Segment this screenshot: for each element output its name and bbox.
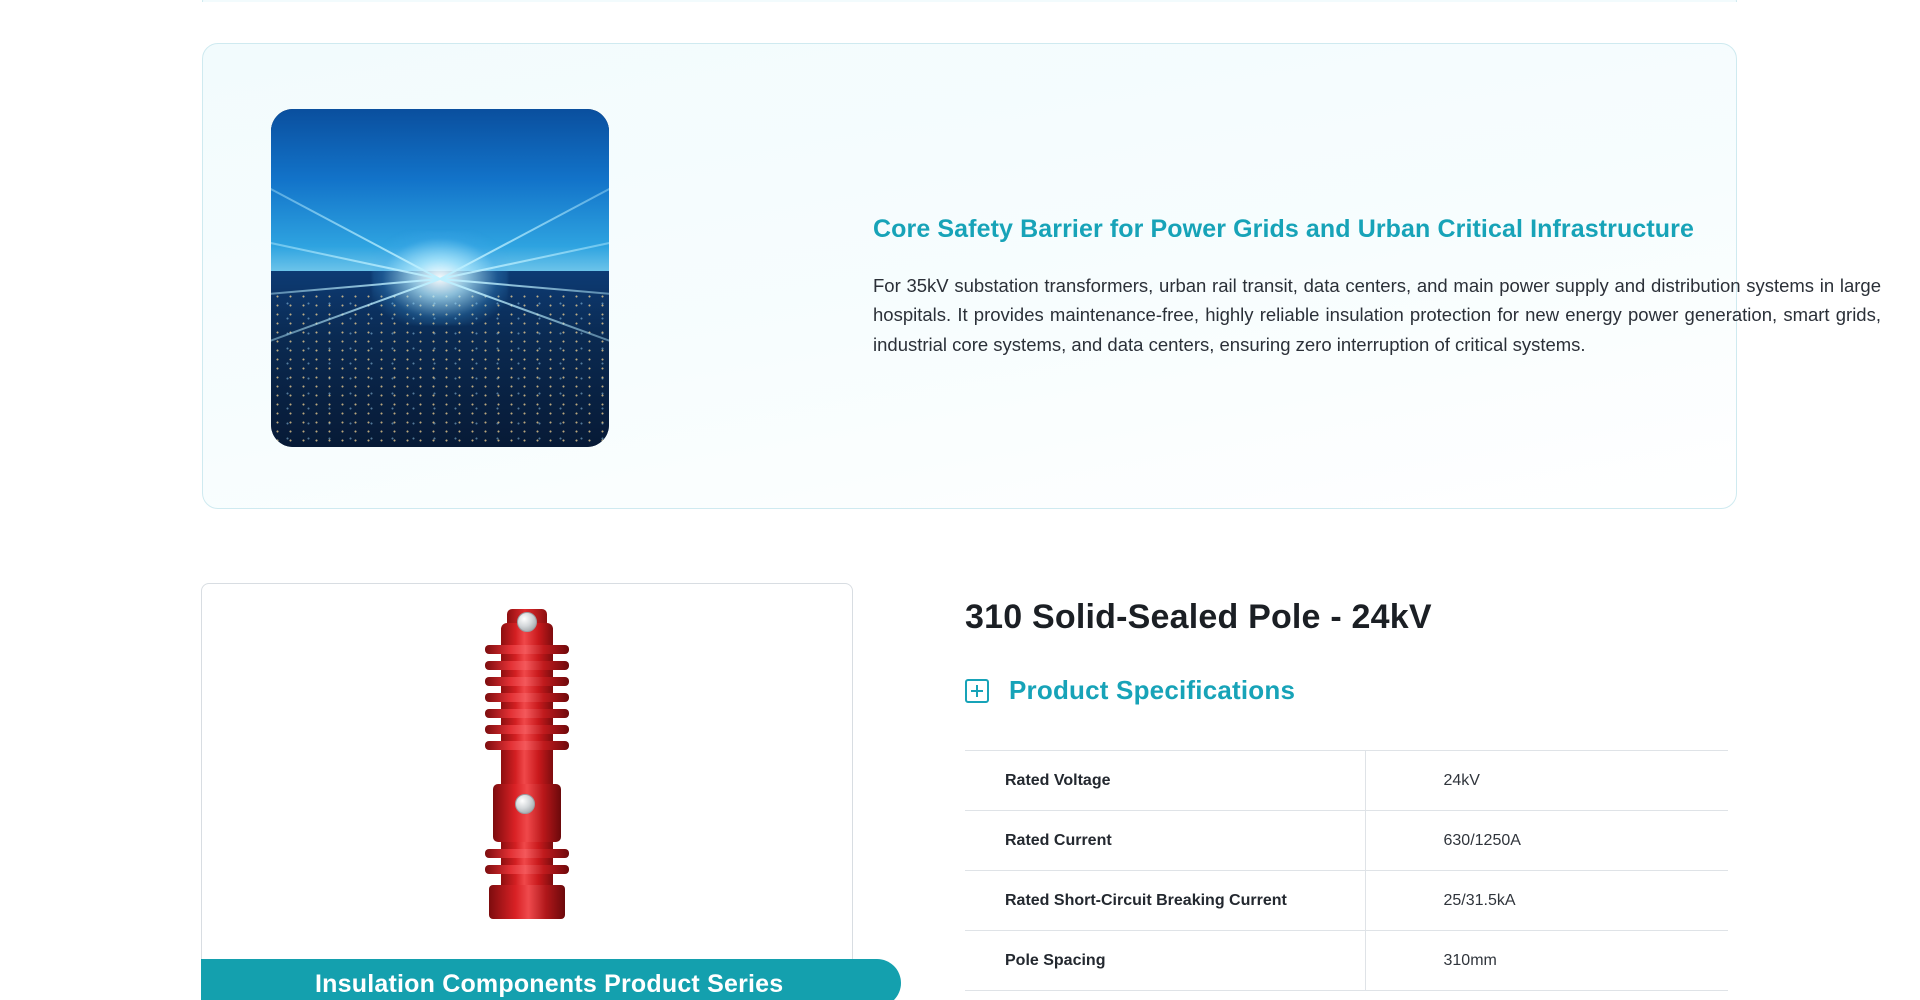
power-grid-night-city-image (271, 109, 609, 447)
pole-base (489, 885, 565, 919)
hero-text-block (873, 214, 1881, 359)
hero-title: Core Safety Barrier for Power Grids and Urban Critical Infrastructure (873, 215, 1695, 243)
pole-fin (485, 849, 569, 858)
pole-fin (485, 661, 569, 670)
spec-label: Rated Current (965, 811, 1365, 871)
pole-fin (485, 865, 569, 874)
specifications-table (965, 750, 1728, 991)
table-row (965, 811, 1728, 871)
pole-fin (485, 693, 569, 702)
pole-terminal-stud (515, 794, 535, 814)
pole-fin (485, 741, 569, 750)
table-row (965, 871, 1728, 931)
hero-description: For 35kV substation transformers, urban rail transit, data centers, and main power supply and distribution systems in large hospitals. It provides maintenance-free, highly reliable insulation protection for new energy power generation, smart grids, industrial core systems, and data centers, ensuring zero interruption of critical systems. (873, 275, 1881, 355)
red-solid-sealed-pole-image (201, 583, 853, 973)
spec-value: 310mm (1365, 931, 1728, 991)
pole-fin (485, 677, 569, 686)
spec-label: Pole Spacing (965, 931, 1365, 991)
table-row (965, 751, 1728, 811)
pole-fin (485, 645, 569, 654)
spec-value: 630/1250A (1365, 811, 1728, 871)
spec-value: 24kV (1365, 751, 1728, 811)
spec-label: Rated Voltage (965, 751, 1365, 811)
product-series-label: Insulation Components Product Series (315, 970, 784, 998)
pole-illustration (467, 609, 587, 919)
table-row (965, 931, 1728, 991)
previous-card-edge (202, 0, 1737, 2)
spec-value: 25/31.5kA (1365, 871, 1728, 931)
pole-terminal-stud (517, 612, 537, 632)
spec-label: Rated Short-Circuit Breaking Current (965, 871, 1365, 931)
page-title: 310 Solid-Sealed Pole - 24kV (965, 598, 1432, 636)
product-specifications-header[interactable] (965, 675, 1295, 706)
pole-fin (485, 725, 569, 734)
pole-fin (485, 709, 569, 718)
hero-card (202, 43, 1881, 509)
plus-square-icon[interactable] (965, 679, 989, 703)
product-specifications-label: Product Specifications (1009, 675, 1296, 705)
